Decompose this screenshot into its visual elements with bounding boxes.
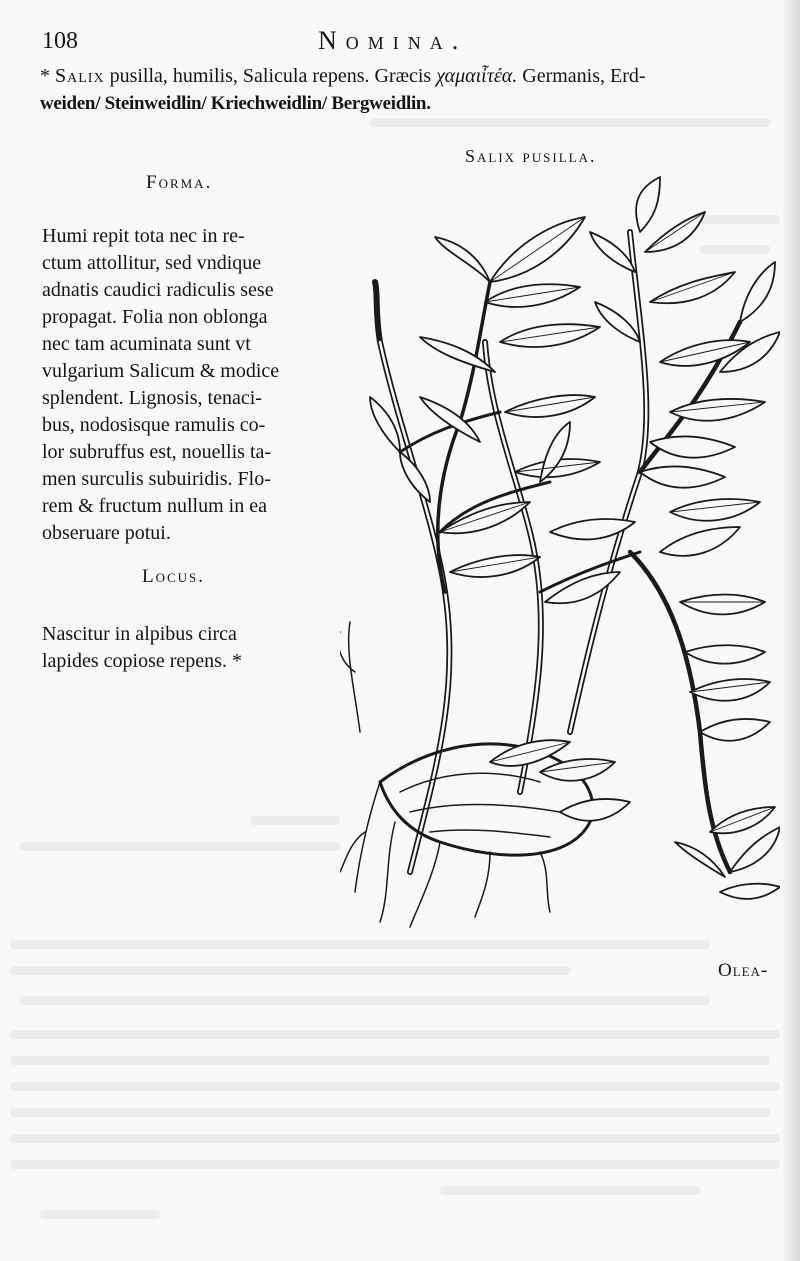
text-line: propagat. Folia non oblonga xyxy=(42,306,268,328)
text-line: Humi repit tota nec in re- xyxy=(42,225,245,247)
figure-caption: Salix pusilla. xyxy=(465,146,597,166)
locus-text xyxy=(42,621,332,675)
german-names: weiden/ Steinweidlin/ Kriechweidlin/ Bergweidlin. xyxy=(40,93,431,114)
running-head: Nomina. xyxy=(318,26,468,55)
stem xyxy=(570,232,646,732)
forma-text xyxy=(42,223,332,547)
genus-name: Salix xyxy=(55,65,105,87)
forma-heading: Forma. xyxy=(146,172,213,193)
page-edge-shadow xyxy=(782,0,800,1261)
text-line: splendent. Lignosis, tenaci- xyxy=(42,387,262,409)
asterisk-mark: * xyxy=(40,65,50,87)
page-number: 108 xyxy=(42,28,78,54)
german-label: Germanis, Erd- xyxy=(522,65,646,87)
text-line: ctum attollitur, sed vndique xyxy=(42,252,262,274)
text-line: nec tam acuminata sunt vt xyxy=(42,333,251,355)
text-line: vulgarium Salicum & modice xyxy=(42,360,280,382)
text-line: adnatis caudici radiculis sese xyxy=(42,279,274,301)
text-line: Nascitur in alpibus circa xyxy=(42,623,237,645)
entry-heading xyxy=(40,62,785,118)
text-line: bus, nodosisque ramulis co- xyxy=(42,414,266,436)
stem xyxy=(438,282,490,592)
greek-name: χαμαιἶτέα. xyxy=(436,65,518,87)
root-mass xyxy=(380,744,593,855)
rootlet xyxy=(340,622,550,927)
locus-heading: Locus. xyxy=(142,566,206,587)
text-line: rem & fructum nullum in ea xyxy=(42,495,267,517)
latin-names: pusilla, humilis, Salicula repens. Græcis xyxy=(109,65,432,87)
text-line: obseruare potui. xyxy=(42,522,171,544)
catchword: Olea- xyxy=(718,960,769,981)
text-line: lor subruffus est, nouellis ta- xyxy=(42,441,272,463)
text-line: lapides copiose repens. * xyxy=(42,650,242,672)
willow-woodcut-illustration xyxy=(340,172,780,932)
text-line: men surculis subuiridis. Flo- xyxy=(42,468,271,490)
